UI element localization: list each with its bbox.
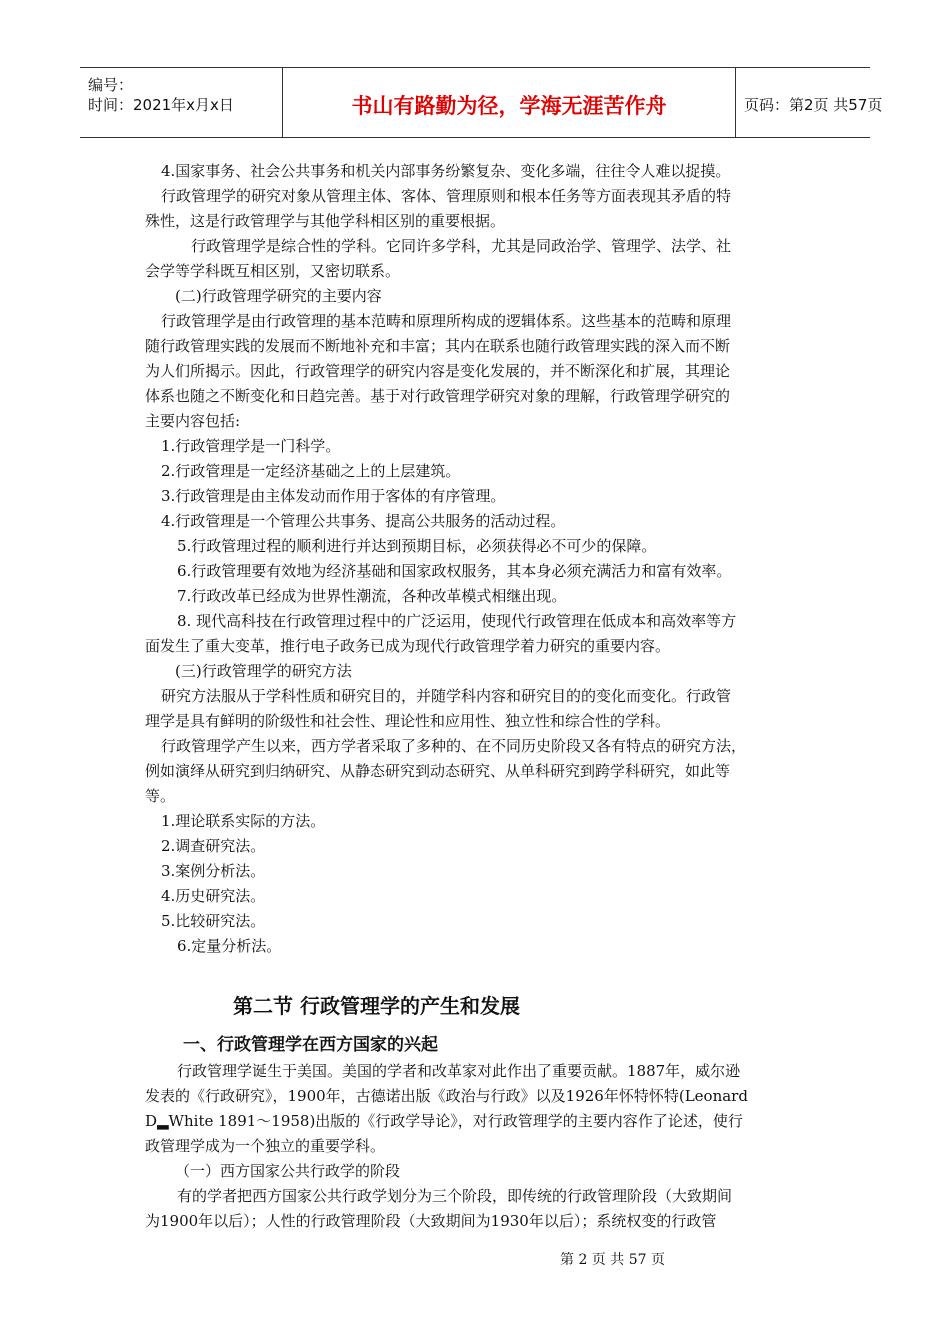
page-footer: 第 2 页 共 57 页 <box>560 1252 665 1268</box>
list-item: 1.行政管理学是一门科学。 <box>161 437 341 455</box>
paragraph-line: 等。 <box>145 787 176 805</box>
paragraph-line: 随行政管理实践的发展而不断地补充和丰富；其内在联系也随行政管理实践的深入而不断 <box>145 337 731 355</box>
subheading: (三)行政管理学的研究方法 <box>175 662 352 680</box>
document-number-label: 编号： <box>88 76 134 94</box>
paragraph-line: 为1900年以后）；人性的行政管理阶段（大致期间为1930年以后）；系统权变的行政管 <box>145 1212 717 1230</box>
header-right-cell <box>736 68 883 137</box>
paragraph-line: 发表的《行政研究》，1900年，古德诺出版《政治与行政》以及1926年怀特怀特(Leonard <box>145 1087 748 1105</box>
header-center-cell <box>283 68 736 137</box>
paragraph-line: 主要内容包括: <box>145 412 241 430</box>
paragraph-line: 行政管理学是由行政管理的基本范畴和原理所构成的逻辑体系。这些基本的范畴和原理 <box>161 312 732 330</box>
list-item: 5.比较研究法。 <box>161 912 266 930</box>
header-page-info: 页码：第2页 共57页 <box>744 96 883 114</box>
paragraph-line: 4.国家事务、社会公共事务和机关内部事务纷繁复杂、变化多端，往往令人难以捉摸。 <box>161 162 731 180</box>
paragraph-line: 行政管理学是综合性的学科。它同许多学科，尤其是同政治学、管理学、法学、社 <box>191 237 732 255</box>
list-item: 6.定量分析法。 <box>177 937 282 955</box>
list-item: 4.行政管理是一个管理公共事务、提高公共服务的活动过程。 <box>161 512 566 530</box>
paragraph-line: 行政管理学产生以来，西方学者采取了多种的、在不同历史阶段又各有特点的研究方法， <box>161 737 747 755</box>
list-item: 3.案例分析法。 <box>161 862 266 880</box>
header-motto: 书山有路勤为径，学海无涯苦作舟 <box>351 94 667 118</box>
list-item: 3.行政管理是由主体发动而作用于客体的有序管理。 <box>161 487 506 505</box>
paragraph-line: 殊性，这是行政管理学与其他学科相区别的重要根据。 <box>145 212 506 230</box>
paragraph-line: 研究方法服从于学科性质和研究目的，并随学科内容和研究目的的变化而变化。行政管 <box>161 687 732 705</box>
paragraph-line: 例如演绎从研究到归纳研究、从静态研究到动态研究、从单科研究到跨学科研究，如此等 <box>145 762 731 780</box>
section-title: 第二节 行政管理学的产生和发展 <box>233 994 520 1018</box>
list-item: 8. 现代高科技在行政管理过程中的广泛运用，使现代行政管理在低成本和高效率等方 <box>177 612 737 630</box>
paragraph-line: 有的学者把西方国家公共行政学划分为三个阶段，即传统的行政管理阶段（大致期间 <box>177 1187 733 1205</box>
subsection-title: 一、行政管理学在西方国家的兴起 <box>183 1035 438 1055</box>
document-date-label: 时间：2021年x月x日 <box>88 96 234 114</box>
paragraph-line: 面发生了重大变革，推行电子政务已成为现代行政管理学着力研究的重要内容。 <box>145 637 671 655</box>
paragraph-line: 体系也随之不断变化和日趋完善。基于对行政管理学研究对象的理解，行政管理学研究的 <box>145 387 731 405</box>
page-header <box>80 67 883 138</box>
list-item: 6.行政管理要有效地为经济基础和国家政权服务，其本身必须充满活力和富有效率。 <box>177 562 732 580</box>
paragraph-line: D▂White 1891～1958)出版的《行政学导论》，对行政管理学的主要内容作了论述，使行 <box>145 1112 743 1130</box>
paragraph-line: 会学等学科既互相区别，又密切联系。 <box>145 262 401 280</box>
paragraph-line: 行政管理学的研究对象从管理主体、客体、管理原则和根本任务等方面表现其矛盾的特 <box>161 187 732 205</box>
list-item: 7.行政改革已经成为世界性潮流，各种改革模式相继出现。 <box>177 587 567 605</box>
list-item: 1.理论联系实际的方法。 <box>161 812 326 830</box>
list-item: 2.行政管理是一定经济基础之上的上层建筑。 <box>161 462 461 480</box>
list-item: 4.历史研究法。 <box>161 887 266 905</box>
paragraph-line: 为人们所揭示。因此，行政管理学的研究内容是变化发展的，并不断深化和扩展，其理论 <box>145 362 731 380</box>
header-left-cell <box>80 68 283 137</box>
list-item: 5.行政管理过程的顺利进行并达到预期目标，必须获得必不可少的保障。 <box>177 537 657 555</box>
paragraph-line: 行政管理学诞生于美国。美国的学者和改革家对此作出了重要贡献。1887年，威尔逊 <box>177 1062 741 1080</box>
subheading: （一）西方国家公共行政学的阶段 <box>175 1162 401 1180</box>
paragraph-line: 理学是具有鲜明的阶级性和社会性、理论性和应用性、独立性和综合性的学科。 <box>145 712 671 730</box>
list-item: 2.调查研究法。 <box>161 837 266 855</box>
subheading: (二)行政管理学研究的主要内容 <box>175 287 382 305</box>
paragraph-line: 政管理学成为一个独立的重要学科。 <box>145 1137 386 1155</box>
